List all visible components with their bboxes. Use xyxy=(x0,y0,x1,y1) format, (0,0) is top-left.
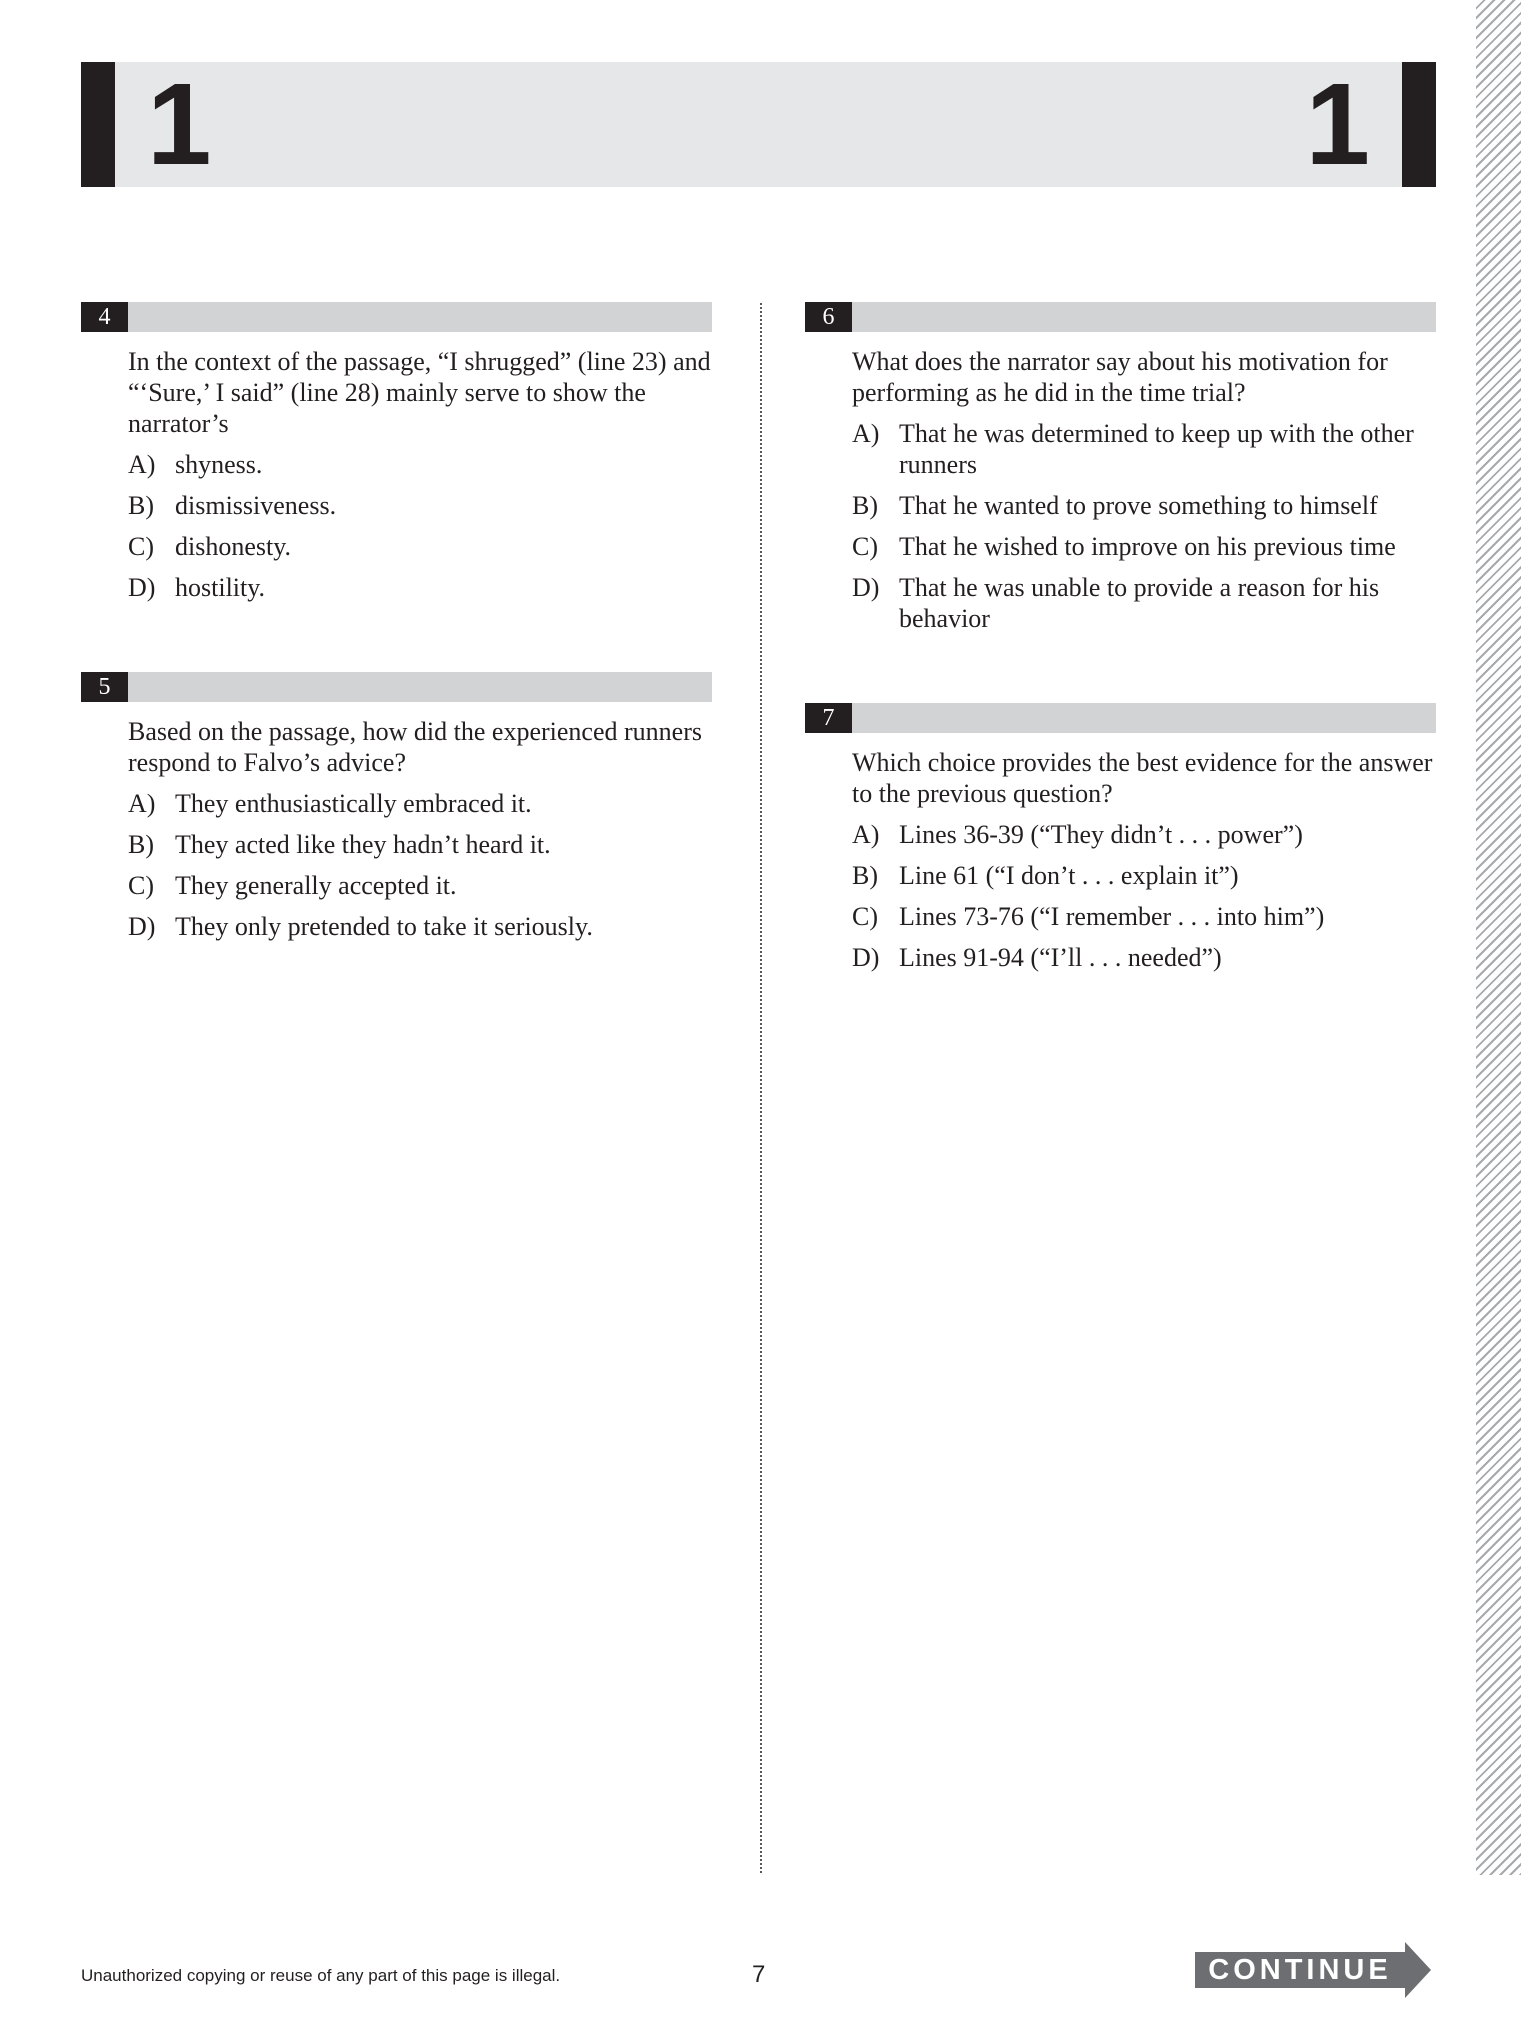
choice-letter: C) xyxy=(128,871,154,900)
choice-letter: D) xyxy=(852,573,880,602)
question-stem: Based on the passage, how did the experienced runners respond to Falvo’s advice? xyxy=(128,717,702,777)
answer-choice-b[interactable] xyxy=(852,860,1436,891)
choice-text: shyness. xyxy=(175,450,263,479)
answer-choice-d[interactable] xyxy=(852,572,1436,634)
choice-text: Line 61 (“I don’t . . . explain it”) xyxy=(899,861,1239,890)
choice-letter: B) xyxy=(852,861,878,890)
decorative-hatch-strip xyxy=(1476,0,1521,1875)
question-7 xyxy=(805,703,1436,983)
answer-choice-a[interactable] xyxy=(128,449,712,480)
question-header xyxy=(81,672,712,702)
question-number: 7 xyxy=(805,703,852,733)
choice-letter: A) xyxy=(852,419,880,448)
choice-letter: C) xyxy=(128,532,154,561)
answer-choice-d[interactable] xyxy=(852,942,1436,973)
choice-text: That he was determined to keep up with the other runners xyxy=(899,419,1414,479)
answer-choice-c[interactable] xyxy=(128,870,712,901)
choice-letter: D) xyxy=(852,943,880,972)
answer-choice-a[interactable] xyxy=(852,819,1436,850)
choice-text: Lines 73-76 (“I remember . . . into him”) xyxy=(899,902,1325,931)
question-header xyxy=(805,703,1436,733)
banner-bar-right xyxy=(1402,62,1436,187)
question-5 xyxy=(81,672,712,952)
copyright-notice: Unauthorized copying or reuse of any part of this page is illegal. xyxy=(81,1966,561,1985)
question-stem: In the context of the passage, “I shrugged” (line 23) and “‘Sure,’ I said” (line 28) mainly serve to show the narrator’s xyxy=(128,347,711,438)
answer-choice-c[interactable] xyxy=(852,531,1436,562)
choice-text: That he was unable to provide a reason for his behavior xyxy=(899,573,1380,633)
question-stem: Which choice provides the best evidence for the answer to the previous question? xyxy=(852,748,1433,808)
choice-text: That he wanted to prove something to himself xyxy=(899,491,1378,520)
choice-text: hostility. xyxy=(175,573,266,602)
answer-choice-a[interactable] xyxy=(852,418,1436,480)
question-6 xyxy=(805,302,1436,644)
question-header xyxy=(805,302,1436,332)
choice-letter: D) xyxy=(128,573,156,602)
answer-choice-a[interactable] xyxy=(128,788,712,819)
banner-bar-left xyxy=(81,62,115,187)
section-number-right: 1 xyxy=(1305,59,1370,189)
question-number: 5 xyxy=(81,672,128,702)
choice-text: They acted like they hadn’t heard it. xyxy=(175,830,551,859)
answer-choice-b[interactable] xyxy=(852,490,1436,521)
answer-choice-c[interactable] xyxy=(852,901,1436,932)
choice-text: They generally accepted it. xyxy=(175,871,457,900)
section-number-left: 1 xyxy=(147,59,212,189)
question-4 xyxy=(81,302,712,613)
choice-letter: A) xyxy=(852,820,880,849)
question-number: 4 xyxy=(81,302,128,332)
question-header xyxy=(81,302,712,332)
choice-text: They only pretended to take it seriously. xyxy=(175,912,593,941)
answer-choice-d[interactable] xyxy=(128,572,712,603)
choice-letter: B) xyxy=(128,830,154,859)
choice-text: dishonesty. xyxy=(175,532,292,561)
choice-letter: C) xyxy=(852,902,878,931)
continue-button[interactable] xyxy=(1195,1942,1431,1998)
answer-choice-b[interactable] xyxy=(128,490,712,521)
choice-letter: A) xyxy=(128,789,156,818)
answer-choice-c[interactable] xyxy=(128,531,712,562)
choice-text: They enthusiastically embraced it. xyxy=(175,789,532,818)
choice-text: Lines 36-39 (“They didn’t . . . power”) xyxy=(899,820,1303,849)
question-number: 6 xyxy=(805,302,852,332)
column-divider xyxy=(760,303,762,1873)
choice-text: dismissiveness. xyxy=(175,491,337,520)
answer-choice-b[interactable] xyxy=(128,829,712,860)
continue-label: CONTINUE xyxy=(1208,1954,1392,1986)
question-stem: What does the narrator say about his motivation for performing as he did in the time trial? xyxy=(852,347,1388,407)
choice-text: That he wished to improve on his previous time xyxy=(899,532,1396,561)
choice-text: Lines 91-94 (“I’ll . . . needed”) xyxy=(899,943,1222,972)
choice-letter: C) xyxy=(852,532,878,561)
choice-letter: B) xyxy=(128,491,154,520)
choice-letter: A) xyxy=(128,450,156,479)
choice-letter: D) xyxy=(128,912,156,941)
page-number: 7 xyxy=(752,1961,766,1988)
answer-choice-d[interactable] xyxy=(128,911,712,942)
section-banner xyxy=(81,59,1436,189)
choice-letter: B) xyxy=(852,491,878,520)
